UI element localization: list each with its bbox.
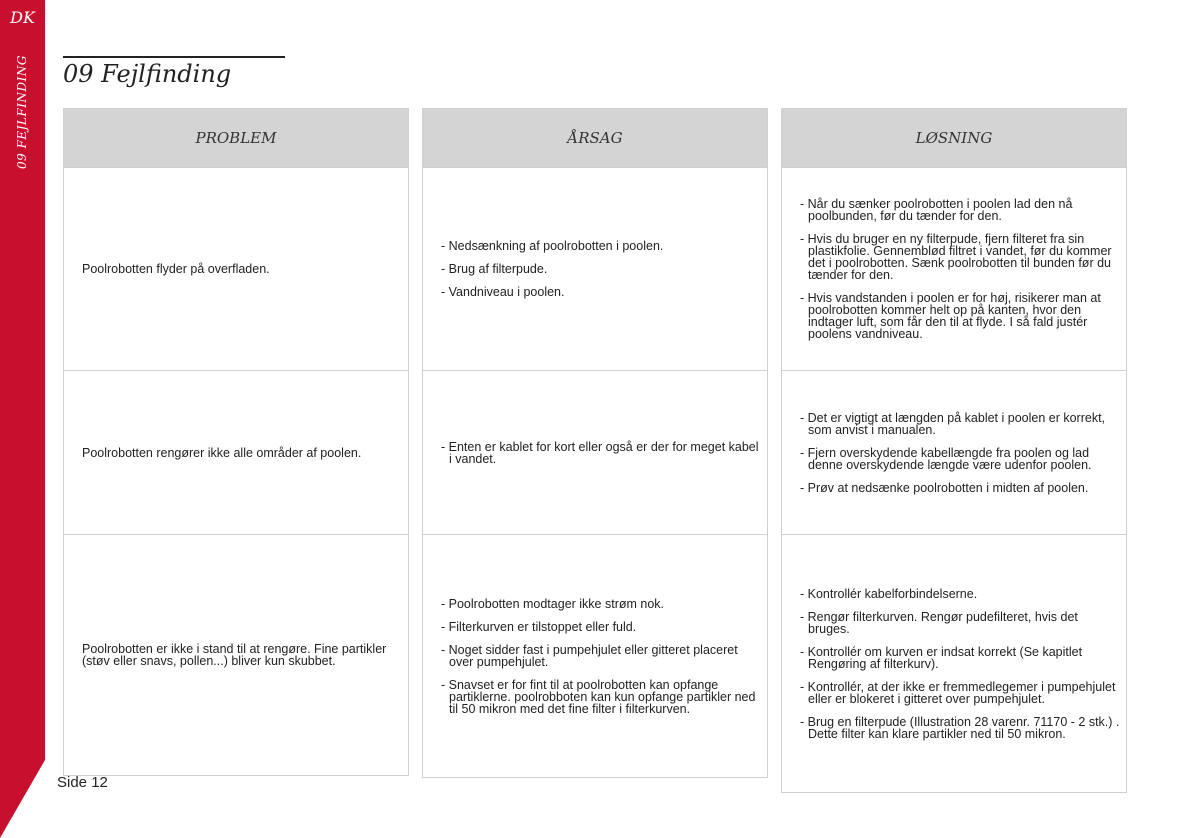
cause-item: - Noget sidder fast i pumpehjulet eller gitteret placeret over pumpehjulet. [441, 642, 738, 669]
solution-item: - Det er vigtigt at længden på kablet i poolen er korrekt, som anvist i manualen. [800, 410, 1106, 437]
solution-cell-3 [782, 535, 1126, 792]
cause-list [441, 441, 763, 465]
sidebar-chapter-label: 09 FEJLFINDING [15, 55, 29, 169]
problem-cell-2 [64, 371, 408, 535]
cause-item: - Nedsænkning af poolrobotten i poolen. [441, 239, 664, 253]
cause-item: - Poolrobotten modtager ikke strøm nok. [441, 596, 665, 611]
solution-item: - Hvis du bruger en ny filterpude, fjern filteret fra sin plastikfolie. Gennemblød filtret i vandet, før du kommer det i poolrobotten. Sænk poolrobotten til bunden før du tænder for den. [800, 232, 1112, 282]
solution-list [800, 588, 1122, 740]
solution-list [800, 412, 1122, 494]
cause-item: - Enten er kablet for kort eller også er der for meget kabel i vandet. [441, 439, 759, 466]
problem-column [63, 108, 409, 776]
page-title: 09 Fejlfinding [63, 60, 232, 88]
solution-item: - Kontrollér kabelforbindelserne. [800, 586, 978, 601]
solution-cell-1 [782, 168, 1126, 371]
problem-text: Poolrobotten rengører ikke alle områder af poolen. [82, 445, 362, 460]
cause-item: - Filterkurven er tilstoppet eller fuld. [441, 619, 637, 634]
cause-item: - Vandniveau i poolen. [441, 285, 565, 299]
problem-text: Poolrobotten er ikke i stand til at rengøre. Fine partikler (støv eller snavs, pollen...) bliver kun skubbet. [82, 642, 387, 668]
cause-cell-1 [423, 168, 767, 371]
language-code: DK [10, 8, 35, 27]
title-rule [63, 56, 285, 58]
problem-cell-3 [64, 535, 408, 775]
sidebar-fold-shape [0, 760, 45, 838]
problem-cell-1 [64, 168, 408, 371]
problem-text: Poolrobotten flyder på overfladen. [82, 262, 270, 276]
chapter-sidebar [0, 0, 45, 760]
page-number: Side 12 [57, 774, 108, 791]
cause-header: ÅRSAG [423, 109, 767, 168]
cause-item: - Snavset er for fint til at poolrobotten kan opfange partiklerne. poolrobboten kan kun opfange partikler ned til 50 mikron med det fine filter i filterkurven. [441, 677, 756, 716]
solution-item: - Fjern overskydende kabellængde fra poolen og lad denne overskydende længde være udenfor poolen. [800, 445, 1092, 472]
cause-column [422, 108, 768, 778]
solution-cell-2 [782, 371, 1126, 535]
cause-cell-3 [423, 535, 767, 777]
solution-item: - Brug en filterpude (Illustration 28 varenr. 71170 - 2 stk.) . Dette filter kan klare partikler ned til 50 mikron. [800, 714, 1120, 741]
solution-item: - Kontrollér, at der ikke er fremmedlegemer i pumpehjulet eller er blokeret i gitteret over pumpehjulet. [800, 679, 1116, 706]
cause-list [441, 240, 763, 298]
solution-list [800, 198, 1122, 340]
solution-item: - Rengør filterkurven. Rengør pudefilteret, hvis det bruges. [800, 609, 1078, 636]
cause-list [441, 598, 763, 715]
cause-item: - Brug af filterpude. [441, 262, 548, 276]
solution-item: - Når du sænker poolrobotten i poolen lad den nå poolbunden, før du tænder for den. [800, 197, 1073, 223]
solution-item: - Kontrollér om kurven er indsat korrekt (Se kapitlet Rengøring af filterkurv). [800, 644, 1083, 671]
solution-item: - Prøv at nedsænke poolrobotten i midten af poolen. [800, 480, 1089, 495]
solution-item: - Hvis vandstanden i poolen er for høj, risikerer man at poolrobotten kommer helt op på kanten, hvor den indtager luft, som får den til at flyde. I så fald justér poolens vandniveau. [800, 291, 1101, 341]
cause-cell-2 [423, 371, 767, 535]
solution-header: LØSNING [782, 109, 1126, 168]
problem-header: PROBLEM [64, 109, 408, 168]
solution-column [781, 108, 1127, 793]
